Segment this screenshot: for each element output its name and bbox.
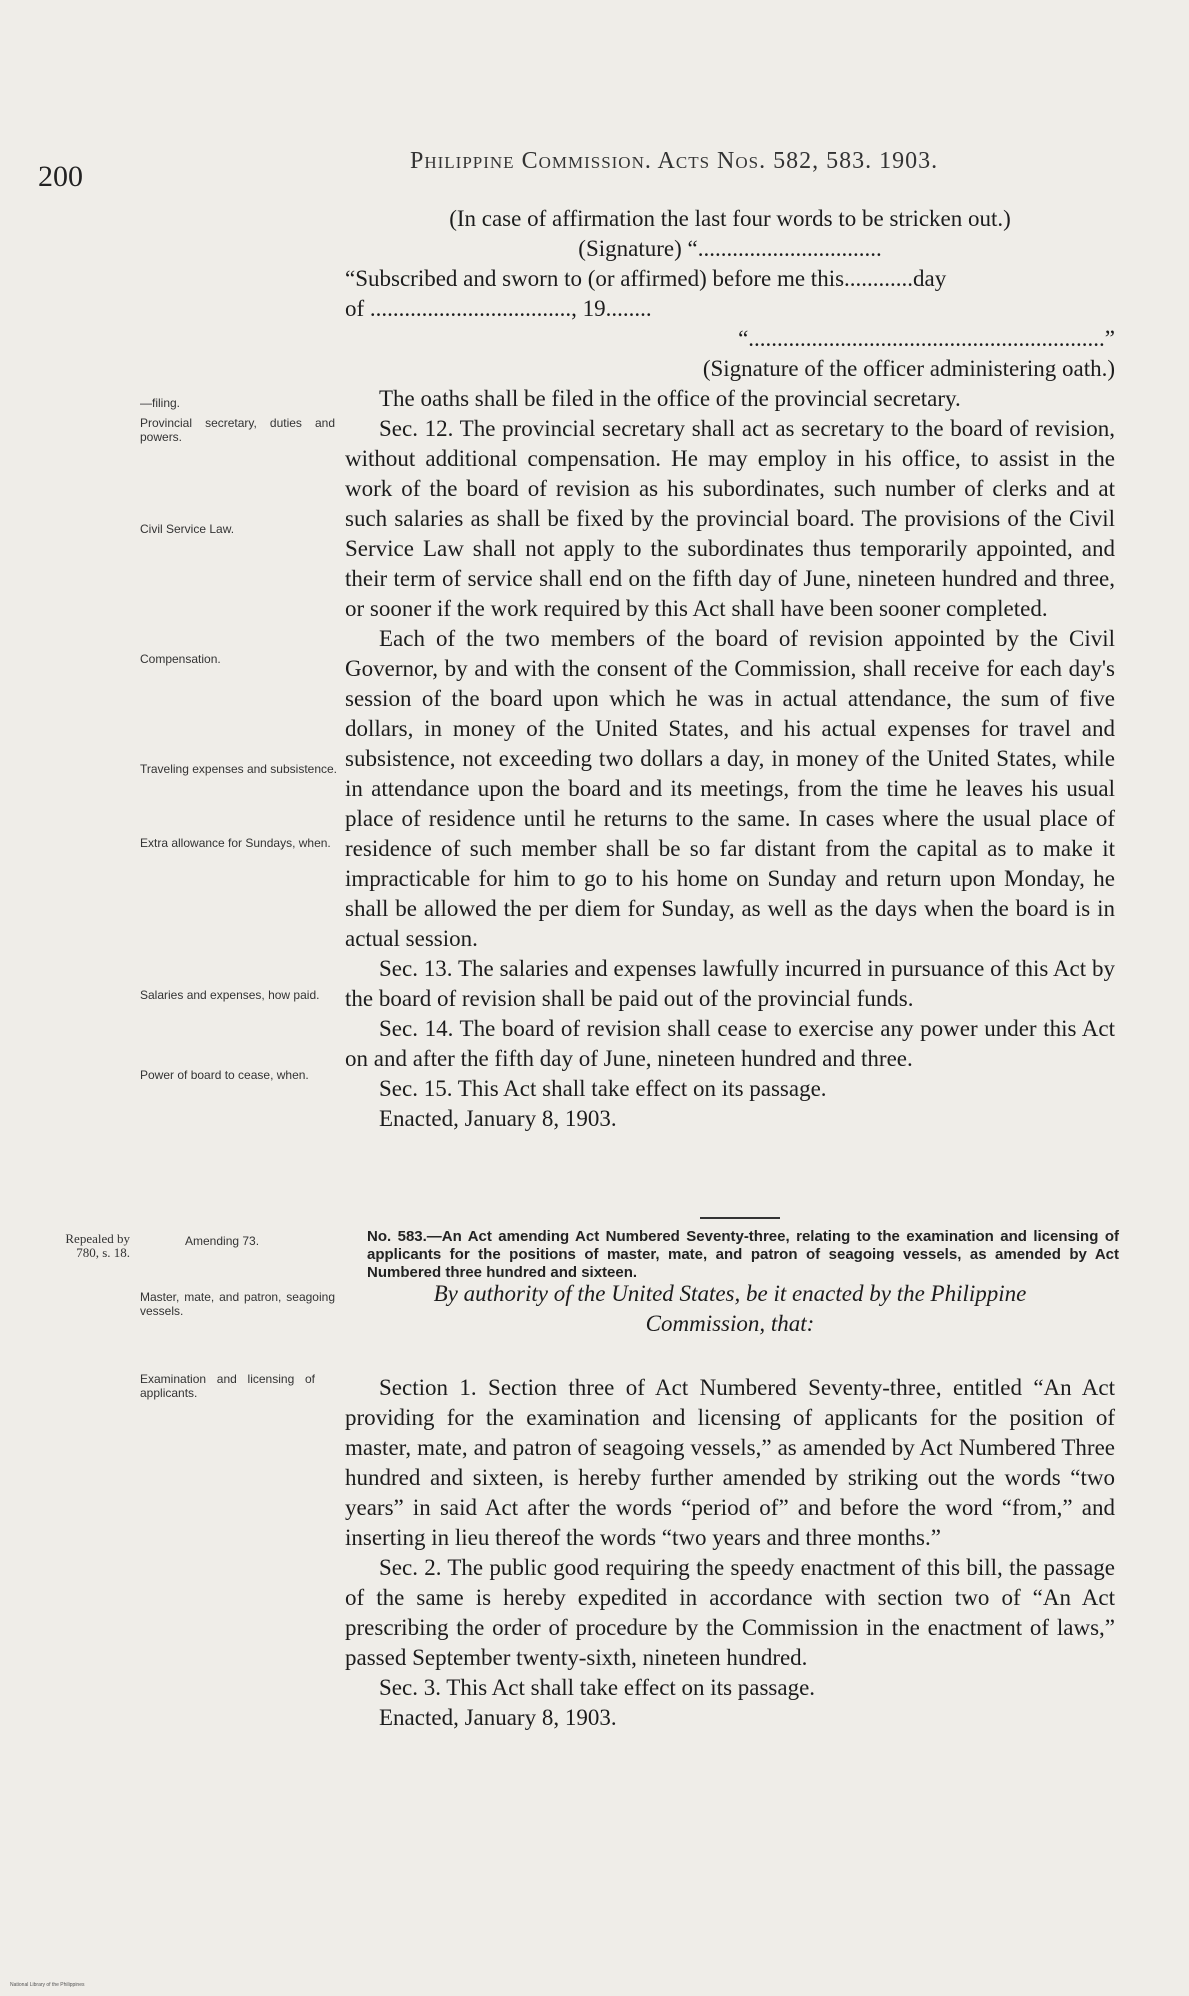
margin-note-filing: —filing. xyxy=(140,396,181,410)
section-15: Sec. 15. This Act shall take effect on its passage. xyxy=(379,1076,827,1101)
compensation-paragraph: Each of the two members of the board of revision appointed by the Civil Governor, by and with the consent of the Commission, shall receive for each day's session of the board upon which he was in actual attendance, the sum of five dollars, in money of the United States, and his actual expenses for travel and subsistence, not exceeding two dollars a day, in money of the United States, while in attendance upon the board and its meetings, from the time he leaves his usual place of residence until he returns to the same. In cases where the usual place of residence of such member shall be so far distant from the capital as to make it impracticable for him to go to his home on Sunday and return upon Monday, he shall be allowed the per diem for Sunday, as well as the days when the board is in actual session. xyxy=(345,626,1115,951)
margin-note-examination: Examination and licensing of applicants. xyxy=(140,1372,315,1400)
margin-note-extra-allowance: Extra allowance for Sundays, when. xyxy=(140,836,331,850)
margin-note-repealed: Repealed by 780, s. 18. xyxy=(65,1231,130,1260)
act-583-body xyxy=(345,1373,1115,1733)
act-583-section-2: Sec. 2. The public good requiring the speedy enactment of this bill, the passage of the same is hereby expedited in accordance with section two of “An Act prescribing the order of procedure by the Commission in the enactment of laws,” passed September twenty-sixth, nineteen hundred. xyxy=(345,1555,1115,1670)
act-582-body xyxy=(345,384,1115,1134)
signature-line: (Signature) “................................ xyxy=(578,236,882,261)
act-583-section-3: Sec. 3. This Act shall take effect on its passage. xyxy=(379,1675,816,1700)
section-12: Sec. 12. The provincial secretary shall act as secretary to the board of revision, without additional compensation. He may employ in his office, to assist in the work of the board of revision as his subordinates, such number of clerks and at such salaries as shall be fixed by the provincial board. The provisions of the Civil Service Law shall not apply to the subordinates thus temporarily appointed, and their term of service shall end on the fifth day of June, nineteen hundred and three, or sooner if the work required by this Act shall have been sooner completed. xyxy=(345,416,1115,621)
margin-note-civil-service: Civil Service Law. xyxy=(140,522,235,536)
quote-line: “..............................................................” xyxy=(738,326,1115,351)
margin-note-salaries: Salaries and expenses, how paid. xyxy=(140,988,320,1002)
affirmation-note: (In case of affirmation the last four words to be stricken out.) xyxy=(449,206,1011,231)
margin-note-traveling: Traveling expenses and subsistence. xyxy=(140,762,338,776)
margin-note-power-cease: Power of board to cease, when. xyxy=(140,1068,309,1082)
filing-paragraph: The oaths shall be filed in the office of the provincial secretary. xyxy=(379,386,961,411)
footer-credit: National Library of the Philippines xyxy=(10,1982,85,1988)
officer-signature-line: (Signature of the officer administering oath.) xyxy=(702,356,1115,381)
oath-form xyxy=(345,204,1115,384)
margin-note-amending: Amending 73. xyxy=(185,1234,260,1248)
enacting-clause-line-2: Commission, that: xyxy=(645,1311,815,1336)
section-13: Sec. 13. The salaries and expenses lawfully incurred in pursuance of this Act by the board of revision shall be paid out of the provincial funds. xyxy=(345,956,1115,1011)
margin-note-provincial-secretary: Provincial secretary, duties and powers. xyxy=(140,416,335,444)
running-head: Philippine Commission. Acts Nos. 582, 583. 1903. xyxy=(410,148,939,174)
page-number: 200 xyxy=(38,160,83,193)
section-14: Sec. 14. The board of revision shall cease to exercise any power under this Act on and after the fifth day of June, nineteen hundred and three. xyxy=(345,1016,1115,1071)
margin-note-compensation: Compensation. xyxy=(140,652,221,666)
act-583-enacted: Enacted, January 8, 1903. xyxy=(379,1705,617,1730)
act-583-section-1: Section 1. Section three of Act Numbered Seventy-three, entitled “An Act providing for the examination and licensing of applicants for the position of master, mate, and patron of seagoing vessels,” as amended by Act Numbered Three hundred and sixteen, is hereby further amended by striking out the words “two years” in said Act after the words “period of” and before the word “from,” and inserting in lieu thereof the words “two years and three months.” xyxy=(345,1375,1115,1550)
section-divider xyxy=(700,1217,780,1219)
subscribed-line: “Subscribed and sworn to (or affirmed) before me this............day xyxy=(345,266,947,291)
enacting-clause-line-1: By authority of the United States, be it enacted by the Philippine xyxy=(433,1281,1027,1306)
margin-note-master-mate: Master, mate, and patron, seagoing vessels. xyxy=(140,1290,335,1318)
act-583-title: No. 583.—An Act amending Act Numbered Seventy-three, relating to the examination and licensing of applicants for the positions of master, mate, and patron of seagoing vessels, as amended by Act Numbered three hundred and sixteen. xyxy=(367,1228,1119,1281)
enacting-clause xyxy=(345,1279,1115,1339)
date-line: of ..................................., 19........ xyxy=(345,296,652,321)
enacted-582: Enacted, January 8, 1903. xyxy=(379,1106,617,1131)
